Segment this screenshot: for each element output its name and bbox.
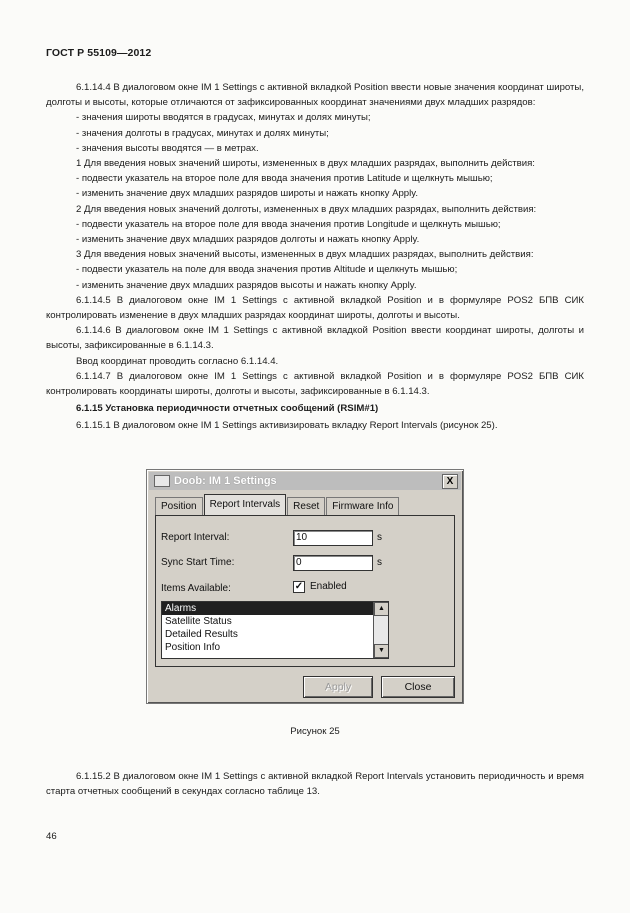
paragraph: - значения долготы в градусах, минутах и долях минуты;: [76, 127, 329, 139]
figure-caption: Рисунок 25: [290, 726, 340, 737]
paragraph: 6.1.14.4 В диалоговом окне IM 1 Settings с активной вкладкой Position ввести новые значения координат широты, долготы и высоты, которые отличаются от зафиксированных координат значениями двух младших разрядов:: [46, 82, 584, 109]
close-icon[interactable]: X: [442, 474, 458, 489]
paragraph: - подвести указатель на второе поле для ввода значения против Latitude и щелкнуть мышью;: [76, 173, 493, 185]
enabled-checkbox[interactable]: ✓: [294, 581, 304, 592]
tab-reset[interactable]: Reset: [287, 497, 325, 515]
paragraph: 1 Для введения новых значений широты, измененных в двух младших разрядах, выполнить действия:: [76, 158, 535, 170]
paragraph: - значения широты вводятся в градусах, минутах и долях минуты;: [76, 112, 371, 124]
apply-button[interactable]: Apply: [303, 676, 373, 698]
scroll-down-icon[interactable]: ▼: [374, 644, 389, 658]
items-listbox[interactable]: [161, 601, 389, 659]
paragraph: 3 Для введения новых значений высоты, измененных в двух младших разрядах, выполнить действия:: [76, 249, 534, 261]
dialog-titlebar[interactable]: [149, 472, 461, 490]
section-heading: 6.1.15 Установка периодичности отчетных сообщений (RSIM#1): [76, 403, 379, 415]
page-number: 46: [46, 831, 57, 842]
body-text-after: [46, 769, 584, 799]
list-scrollbar[interactable]: [373, 602, 388, 658]
paragraph: - изменить значение двух младших разрядов долготы и нажать кнопку Apply.: [76, 234, 420, 246]
enabled-label: Enabled: [310, 581, 347, 592]
paragraph: Ввод координат проводить согласно 6.1.14.4.: [76, 355, 279, 367]
paragraph: 2 Для введения новых значений долготы, измененных в двух младших разрядах, выполнить действия:: [76, 203, 537, 215]
scroll-up-icon[interactable]: ▲: [374, 602, 389, 616]
sync-start-input[interactable]: 0: [293, 555, 373, 571]
paragraph: - подвести указатель на второе поле для ввода значения против Longitude и щелкнуть мышью;: [76, 218, 501, 230]
window-icon: [154, 475, 170, 487]
sync-start-label: Sync Start Time:: [161, 557, 235, 568]
list-item[interactable]: Position Info: [165, 642, 221, 653]
dialog-title: Doob: IM 1 Settings: [174, 475, 277, 487]
items-available-label: Items Available:: [161, 583, 231, 594]
tab-report-intervals[interactable]: Report Intervals: [204, 494, 287, 515]
report-interval-unit: s: [377, 532, 382, 543]
paragraph: 6.1.14.5 В диалоговом окне IM 1 Settings с активной вкладкой Position и в формуляре POS2 БПВ СИК контролировать изменение в двух младших разрядах координат широты, долготы и высоты.: [46, 294, 584, 322]
settings-dialog: [146, 469, 464, 704]
close-button[interactable]: Close: [381, 676, 455, 698]
sync-start-unit: s: [377, 557, 382, 568]
document-header: ГОСТ Р 55109—2012: [46, 47, 152, 59]
paragraph: 6.1.14.6 В диалоговом окне IM 1 Settings с активной вкладкой Position ввести координат широты, долготы и высоты, зафиксированные в 6.1.14.3.: [46, 325, 584, 352]
paragraph: - подвести указатель на поле для ввода значения против Altitude и щелкнуть мышью;: [76, 264, 458, 276]
paragraph: 6.1.14.7 В диалоговом окне IM 1 Settings с активной вкладкой Position и в формуляре POS2 БПВ СИК контролировать координаты широты, долготы и высоты, зафиксированные в 6.1.14.3.: [46, 370, 584, 398]
paragraph: - значения высоты вводятся — в метрах.: [76, 142, 259, 154]
list-item[interactable]: Alarms: [162, 602, 388, 615]
tab-position[interactable]: Position: [155, 497, 203, 515]
tab-firmware-info[interactable]: Firmware Info: [326, 497, 399, 515]
list-item[interactable]: Detailed Results: [165, 629, 238, 640]
tab-strip: [155, 495, 400, 515]
list-item[interactable]: Satellite Status: [165, 616, 232, 627]
paragraph: 6.1.15.2 В диалоговом окне IM 1 Settings с активной вкладкой Report Intervals установить периодичность и время старта отчетных сообщений в секундах согласно таблице 13.: [46, 771, 584, 798]
report-interval-input[interactable]: 10: [293, 530, 373, 546]
report-interval-label: Report Interval:: [161, 532, 230, 543]
body-text: [46, 80, 584, 434]
paragraph: - изменить значение двух младших разрядов высоты и нажать кнопку Apply.: [76, 279, 417, 291]
paragraph: - изменить значение двух младших разрядов широты и нажать кнопку Apply.: [76, 188, 419, 200]
paragraph: 6.1.15.1 В диалоговом окне IM 1 Settings активизировать вкладку Report Intervals (рисунок 25).: [76, 420, 498, 432]
